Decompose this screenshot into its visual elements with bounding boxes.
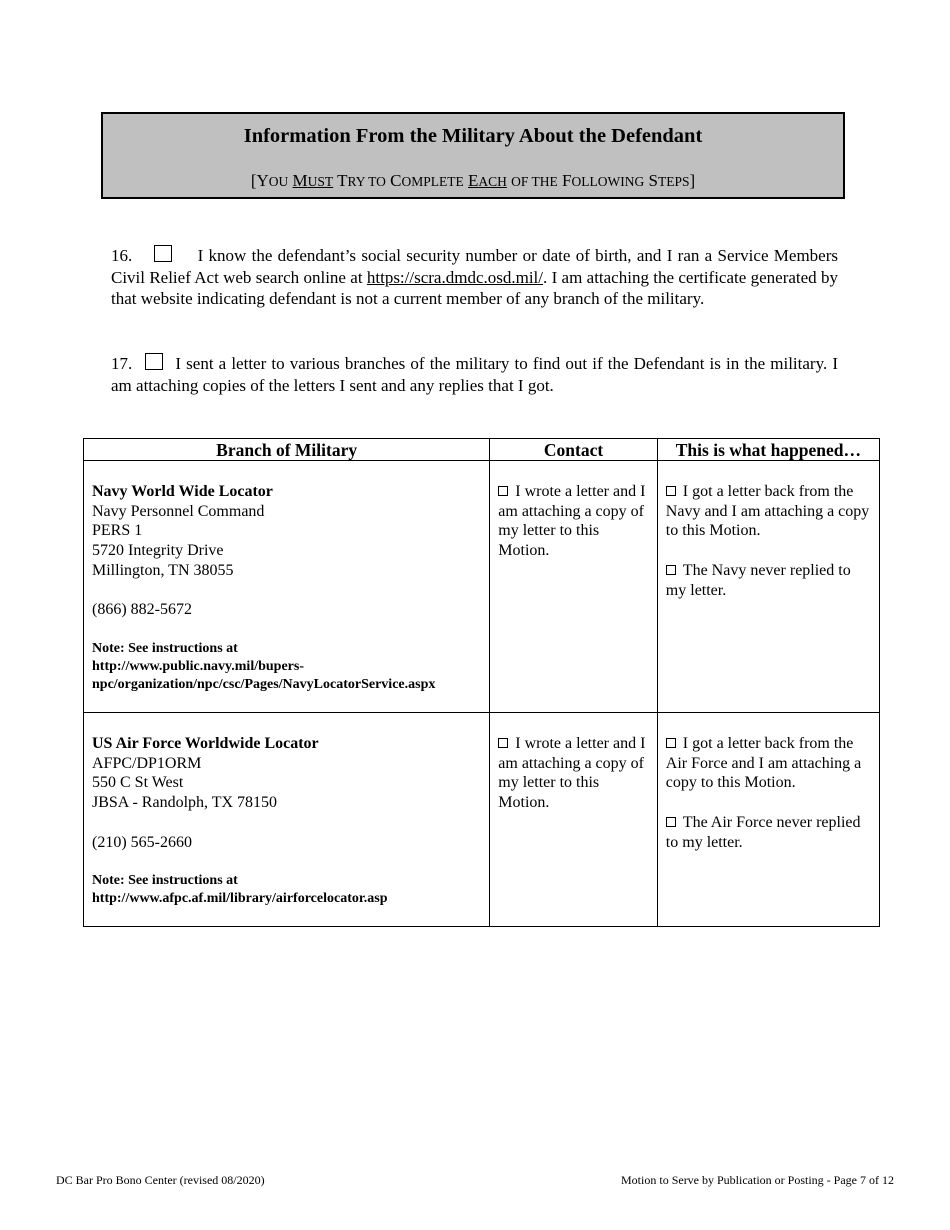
navy-reply-checkbox[interactable]: [666, 486, 676, 496]
navy-note-url: http://www.public.navy.mil/bupers-: [92, 658, 304, 674]
navy-wrote-checkbox[interactable]: [498, 486, 508, 496]
military-branch-table: [83, 438, 880, 927]
item-17-text: I sent a letter to various branches of the military to find out if the Defendant is in the military. I am attaching copies of the letters I sent and any replies that I got.: [111, 354, 839, 395]
navy-address-line: Navy Personnel Command: [92, 502, 265, 520]
item-16: 16. I know the defendant’s social security number or date of birth, and I ran a Service Members Civil Relief Act web search online at https://scra.dmdc.osd.mil/. I am attaching the certificate generated by that website indicating defendant is not a current member of any branch of the military.: [111, 246, 838, 308]
navy-noreply-checkbox[interactable]: [666, 565, 676, 575]
col-header-branch: Branch of Military: [84, 439, 490, 461]
table-header-row: [84, 439, 880, 461]
footer-page-number: Motion to Serve by Publication or Posting - Page 7 of 12: [621, 1173, 894, 1187]
navy-happened-cell: [657, 461, 879, 713]
navy-phone: (866) 882-5672: [92, 601, 192, 619]
air-force-address-line: JBSA - Randolph, TX 78150: [92, 794, 278, 812]
air-force-locator-name: US Air Force Worldwide Locator: [92, 735, 319, 752]
air-force-address-line: AFPC/DP1ORM: [92, 754, 202, 772]
scra-link[interactable]: https://scra.dmdc.osd.mil/: [366, 267, 544, 287]
navy-address-line: PERS 1: [92, 522, 143, 540]
navy-noreply-option: The Navy never replied to my letter.: [665, 561, 851, 599]
section-title: Information From the Military About the Defendant: [243, 125, 703, 147]
air-force-noreply-option: The Air Force never replied to my letter.: [665, 813, 861, 851]
section-instruction: [YOU MUST TRY TO COMPLETE EACH OF THE FOLLOWING STEPS]: [250, 171, 696, 190]
item-16-checkbox[interactable]: [154, 245, 172, 262]
col-header-happened: This is what happened…: [657, 439, 879, 461]
col-header-contact: Contact: [490, 439, 658, 461]
air-force-phone: (210) 565-2660: [92, 833, 192, 851]
navy-reply-option: I got a letter back from the Navy and I am attaching a copy to this Motion.: [665, 483, 870, 540]
footer-left: DC Bar Pro Bono Center (revised 08/2020): [56, 1173, 265, 1187]
navy-branch-cell: [84, 461, 490, 713]
item-16-number: 16.: [111, 246, 133, 265]
navy-contact-cell: [490, 461, 658, 713]
air-force-noreply-checkbox[interactable]: [666, 817, 676, 827]
air-force-note-label: Note: See instructions at: [92, 872, 238, 888]
table-row-air-force: [84, 713, 880, 927]
air-force-branch-cell: [84, 713, 490, 927]
item-17-checkbox[interactable]: [145, 353, 163, 370]
air-force-reply-option: I got a letter back from the Air Force and I am attaching a copy to this Motion.: [665, 735, 862, 792]
section-header: [101, 112, 845, 199]
air-force-happened-cell: [657, 713, 879, 927]
air-force-contact-cell: [490, 713, 658, 927]
navy-address-line: Millington, TN 38055: [92, 561, 234, 579]
navy-contact-option: I wrote a letter and I am attaching a copy of my letter to this Motion.: [498, 483, 646, 560]
item-16-text: I know the defendant’s social security number or date of birth, and I ran a Service Members Civil Relief Act web search online at: [111, 246, 838, 287]
navy-note-label: Note: See instructions at: [92, 640, 238, 656]
air-force-contact-option: I wrote a letter and I am attaching a copy of my letter to this Motion.: [498, 735, 646, 812]
table-row-navy: [84, 461, 880, 713]
air-force-note-url: http://www.afpc.af.mil/library/airforcelocator.asp: [92, 890, 388, 906]
air-force-address-line: 550 C St West: [92, 774, 184, 792]
air-force-wrote-checkbox[interactable]: [498, 738, 508, 748]
air-force-reply-checkbox[interactable]: [666, 738, 676, 748]
navy-locator-name: Navy World Wide Locator: [92, 483, 273, 500]
item-17: [111, 353, 838, 396]
item-17-number: 17.: [111, 354, 133, 373]
navy-note-url: npc/organization/npc/csc/Pages/NavyLocatorService.aspx: [92, 676, 436, 692]
navy-address-line: 5720 Integrity Drive: [92, 542, 224, 560]
